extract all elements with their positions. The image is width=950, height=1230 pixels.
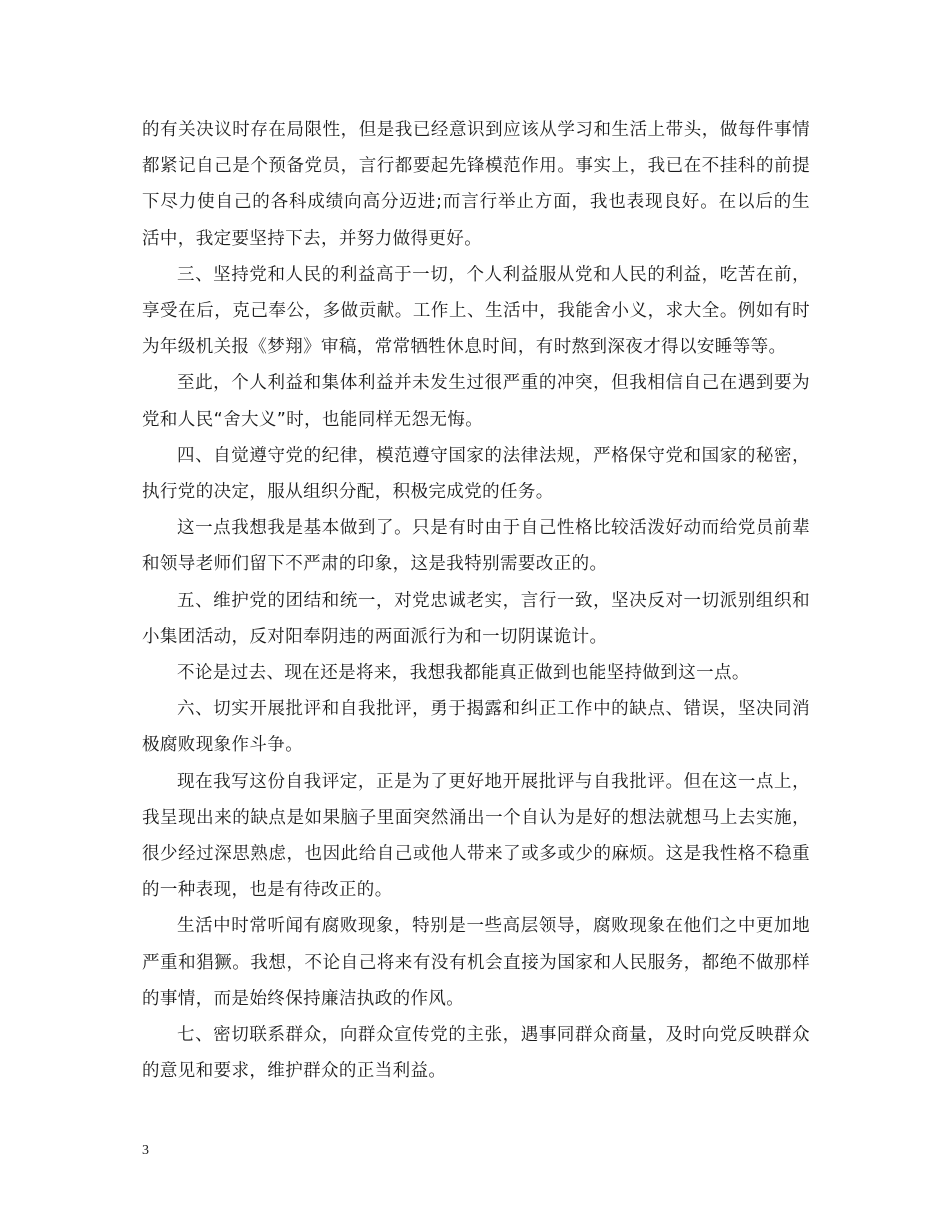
paragraph-4: 四、自觉遵守党的纪律，模范遵守国家的法律法规，严格保守党和国家的秘密，执行党的决定，服从组织分配，积极完成党的任务。	[142, 445, 810, 503]
paragraph-2: 三、坚持党和人民的利益高于一切，个人利益服从党和人民的利益，吃苦在前，享受在后，克己奉公，多做贡献。工作上、生活中，我能舍小义，求大全。例如有时为年级机关报《梦翔》审稿，常常牺牲休息时间，有时熬到深夜才得以安睡等等。	[142, 264, 810, 358]
paragraph-11: 七、密切联系群众，向群众宣传党的主张，遇事同群众商量，及时向党反映群众的意见和要求，维护群众的正当利益。	[142, 1025, 810, 1082]
paragraph-9: 现在我写这份自我评定，正是为了更好地开展批评与自我批评。但在这一点上，我呈现出来的缺点是如果脑子里面突然涌出一个自认为是好的想法就想马上去实施，很少经过深思熟虑，也因此给自己或他人带来了或多或少的麻烦。这是我性格不稳重的一种表现，也是有待改正的。	[142, 771, 810, 901]
paragraph-8: 六、切实开展批评和自我批评，勇于揭露和纠正工作中的缺点、错误，坚决同消极腐败现象作斗争。	[142, 699, 810, 756]
paragraph-6: 五、维护党的团结和统一，对党忠诚老实，言行一致，坚决反对一切派别组织和小集团活动，反对阳奉阴违的两面派行为和一切阴谋诡计。	[142, 590, 810, 647]
paragraph-7: 不论是过去、现在还是将来，我想我都能真正做到也能坚持做到这一点。	[177, 663, 750, 684]
paragraph-1: 的有关决议时存在局限性，但是我已经意识到应该从学习和生活上带头，做每件事情都紧记自己是个预备党员，言行都要起先锋模范作用。事实上，我已在不挂科的前提下尽力使自己的各科成绩向高分迈进;而言行举止方面，我也表现良好。在以后的生活中，我定要坚持下去，并努力做得更好。	[142, 120, 810, 249]
document-body	[142, 112, 810, 1089]
page-number: 3	[142, 1143, 149, 1158]
paragraph-10: 生活中时常听闻有腐败现象，特别是一些高层领导，腐败现象在他们之中更加地严重和猖獗。我想，不论自己将来有没有机会直接为国家和人民服务，都绝不做那样的事情，而是始终保持廉洁执政的作风。	[142, 916, 810, 1009]
paragraph-5: 这一点我想我是基本做到了。只是有时由于自己性格比较活泼好动而给党员前辈和领导老师们留下不严肃的印象，这是我特别需要改正的。	[142, 518, 810, 575]
paragraph-3: 至此，个人利益和集体利益并未发生过很严重的冲突，但我相信自己在遇到要为党和人民“舍大义”时，也能同样无怨无悔。	[142, 373, 810, 430]
